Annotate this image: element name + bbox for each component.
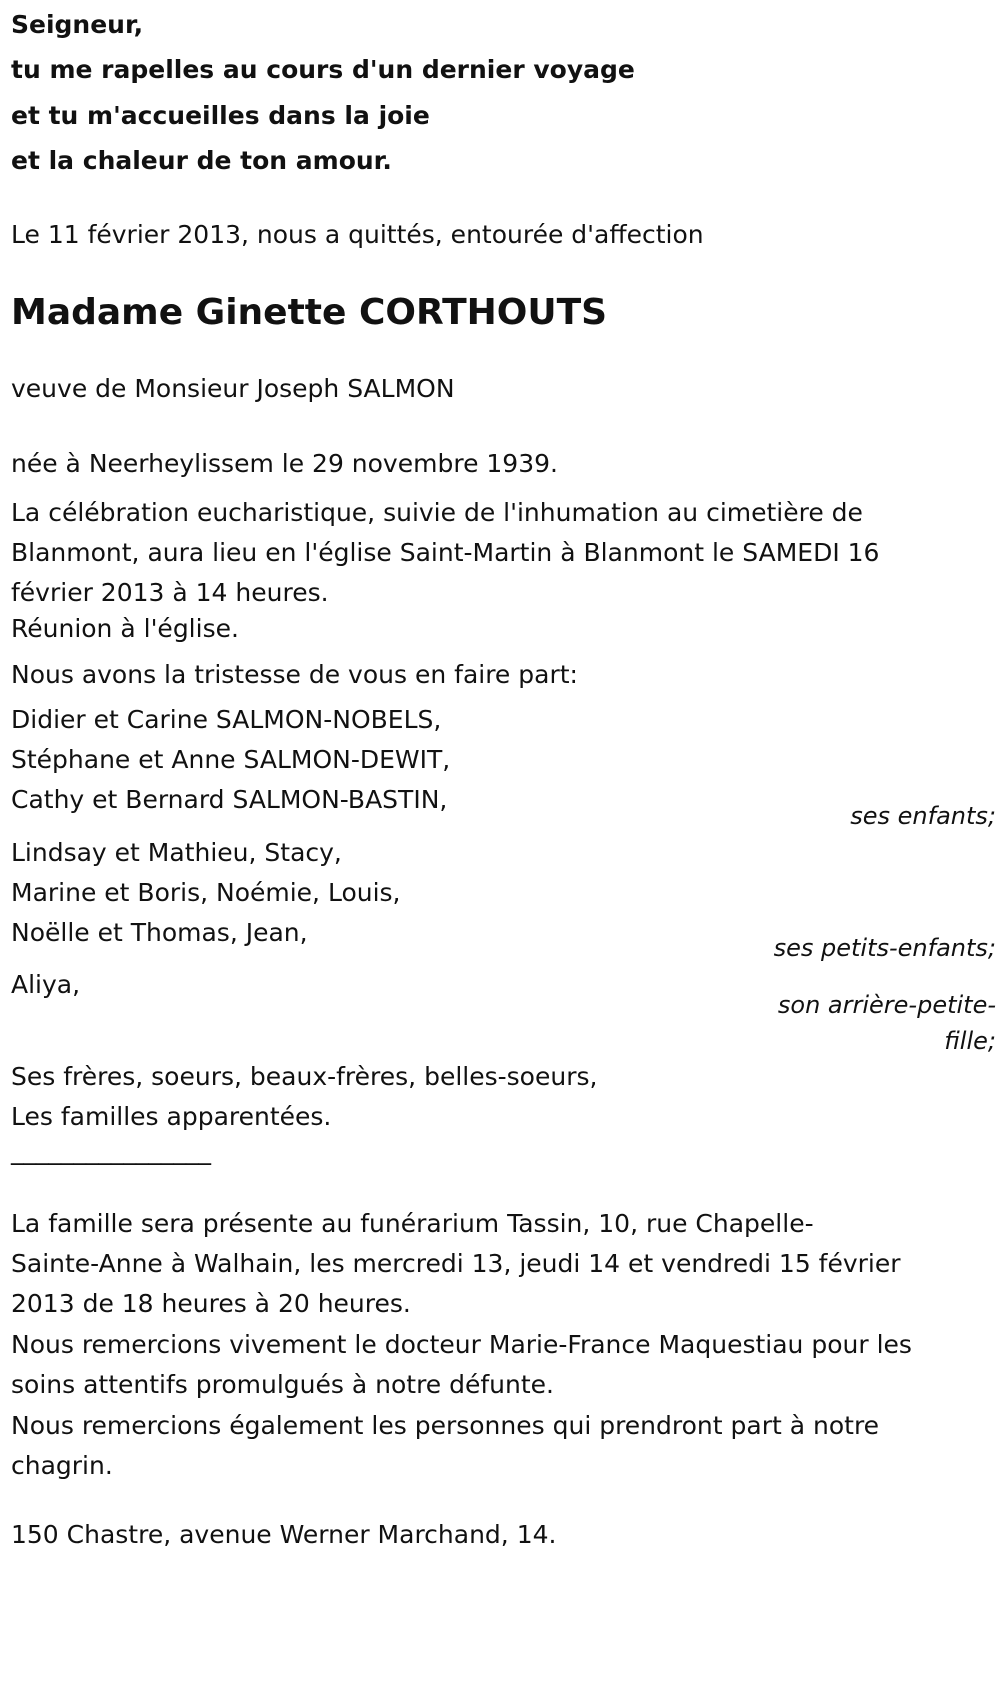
child-3: Cathy et Bernard SALMON-BASTIN,	[11, 785, 448, 814]
meeting-text: Réunion à l'église.	[11, 614, 239, 643]
great-grandchild-role-line-1: son arrière-petite-	[777, 991, 996, 1019]
child-2: Stéphane et Anne SALMON-DEWIT,	[11, 745, 451, 774]
great-grandchild-name: Aliya,	[11, 970, 81, 999]
deceased-name: Madame Ginette CORTHOUTS	[11, 292, 608, 333]
thanks-people-paragraph	[11, 1406, 996, 1486]
grandchild-1: Lindsay et Mathieu, Stacy,	[11, 838, 342, 867]
child-1: Didier et Carine SALMON-NOBELS,	[11, 705, 442, 734]
family-line-2: Les familles apparentées.	[11, 1102, 332, 1131]
great-grandchild-role-line-2: fille;	[944, 1027, 996, 1055]
thanks-doctor-line-1: Nous remercions vivement le docteur Marie-France Maquestiau pour les	[11, 1330, 912, 1359]
children-role: ses enfants;	[850, 802, 996, 830]
thanks-people-line-1: Nous remercions également les personnes qui prendront part à notre	[11, 1411, 880, 1440]
grandchildren-role: ses petits-enfants;	[773, 934, 996, 962]
visitation-paragraph	[11, 1204, 996, 1324]
thanks-people-line-2: chagrin.	[11, 1451, 113, 1480]
widow-text: veuve de Monsieur Joseph SALMON	[11, 374, 455, 403]
thanks-doctor-paragraph	[11, 1325, 996, 1405]
poem-line-2: tu me rapelles au cours d'un dernier voyage	[11, 55, 635, 84]
birth-text: née à Neerheylissem le 29 novembre 1939.	[11, 449, 558, 478]
family-list	[11, 1057, 996, 1137]
family-line-1: Ses frères, soeurs, beaux-frères, belles-soeurs,	[11, 1062, 598, 1091]
poem-line-4: et la chaleur de ton amour.	[11, 146, 392, 175]
ceremony-line-3: février 2013 à 14 heures.	[11, 578, 329, 607]
thanks-doctor-line-2: soins attentifs promulgués à notre défunte.	[11, 1370, 554, 1399]
visitation-line-2: Sainte-Anne à Walhain, les mercredi 13, jeudi 14 et vendredi 15 février	[11, 1249, 901, 1278]
ceremony-paragraph	[11, 493, 996, 613]
visitation-line-3: 2013 de 18 heures à 20 heures.	[11, 1289, 411, 1318]
children-list	[11, 700, 996, 820]
ceremony-line-2: Blanmont, aura lieu en l'église Saint-Martin à Blanmont le SAMEDI 16	[11, 538, 880, 567]
poem-line-3: et tu m'accueilles dans la joie	[11, 101, 430, 130]
visitation-line-1: La famille sera présente au funérarium Tassin, 10, rue Chapelle-	[11, 1209, 814, 1238]
announcement-text: Nous avons la tristesse de vous en faire part:	[11, 660, 578, 689]
grandchild-2: Marine et Boris, Noémie, Louis,	[11, 878, 401, 907]
poem-line-1: Seigneur,	[11, 10, 144, 39]
separator-line: ________________	[11, 1136, 211, 1165]
ceremony-line-1: La célébration eucharistique, suivie de l'inhumation au cimetière de	[11, 498, 863, 527]
grandchild-3: Noëlle et Thomas, Jean,	[11, 918, 308, 947]
address-text: 150 Chastre, avenue Werner Marchand, 14.	[11, 1520, 557, 1549]
intro-text: Le 11 février 2013, nous a quittés, entourée d'affection	[11, 220, 704, 249]
